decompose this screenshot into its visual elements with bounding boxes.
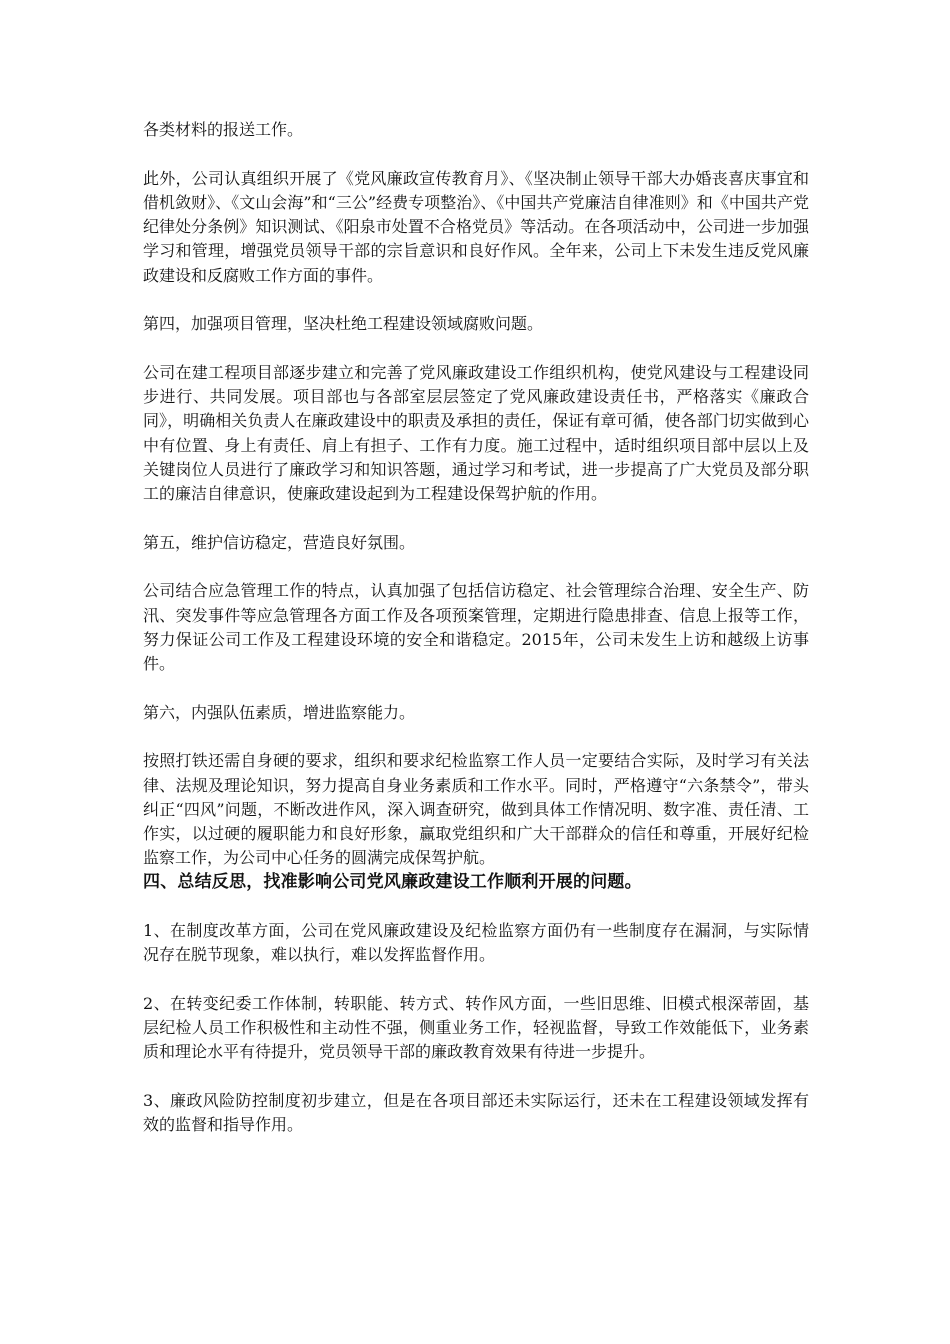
paragraph-point-five-title: 第五，维护信访稳定，营造良好氛围。 xyxy=(143,532,416,552)
document-page xyxy=(143,118,809,1137)
paragraph-issue-three: 3、廉政风险防控制度初步建立，但是在各项目部还未实际运行，还未在工程建设领域发挥有效的监督和指导作用。 xyxy=(143,1090,809,1135)
section-heading-four: 四、总结反思，找准影响公司党风廉政建设工作顺利开展的问题。 xyxy=(143,872,642,893)
paragraph-team-quality: 按照打铁还需自身硬的要求，组织和要求纪检监察工作人员一定要结合实际，及时学习有关法律、法规及理论知识，努力提高自身业务素质和工作水平。同时，严格遵守“六条禁令”，带头纠正“四风”问题，不断改进作风，深入调查研究，做到具体工作情况明、数字准、责任清、工作实，以过硬的履职能力和良好形象，赢取党组织和广大干部群众的信任和尊重，开展好纪检监察工作，为公司中心任务的圆满完成保驾护航。 xyxy=(143,751,809,868)
paragraph-project-management: 公司在建工程项目部逐步建立和完善了党风廉政建设工作组织机构，使党风建设与工程建设同步进行、共同发展。项目部也与各部室层层签定了党风廉政建设责任书，严格落实《廉政合同》，明确相关负责人在廉政建设中的职责及承担的责任，保证有章可循，使各部门切实做到心中有位置、身上有责任、肩上有担子、工作有力度。施工过程中，适时组织项目部中层以上及关键岗位人员进行了廉政学习和知识答题，通过学习和考试，进一步提高了广大党员及部分职工的廉洁自律意识，使廉政建设起到为工程建设保驾护航的作用。 xyxy=(143,362,809,503)
paragraph-petition-stability: 公司结合应急管理工作的特点，认真加强了包括信访稳定、社会管理综合治理、安全生产、防汛、突发事件等应急管理各方面工作及各项预案管理，定期进行隐患排查、信息上报等工作，努力保证公司工作及工程建设环境的安全和谐稳定。2015年，公司未发生上访和越级上访事件。 xyxy=(143,581,809,673)
paragraph-issue-two: 2、在转变纪委工作体制，转职能、转方式、转作风方面，一些旧思维、旧模式根深蒂固，基层纪检人员工作积极性和主动性不强，侧重业务工作，轻视监督，导致工作效能低下，业务素质和理论水平有待提升，党员领导干部的廉政教育效果有待进一步提升。 xyxy=(143,993,809,1062)
paragraph-point-four-title: 第四，加强项目管理，坚决杜绝工程建设领域腐败问题。 xyxy=(143,314,544,334)
paragraph-point-six-title: 第六，内强队伍素质，增进监察能力。 xyxy=(143,702,416,722)
paragraph-issue-one: 1、在制度改革方面，公司在党风廉政建设及纪检监察方面仍有一些制度存在漏洞，与实际情况存在脱节现象，难以执行，难以发挥监督作用。 xyxy=(143,920,809,965)
paragraph-materials-submission: 各类材料的报送工作。 xyxy=(143,120,304,139)
paragraph-activities: 此外，公司认真组织开展了《党风廉政宣传教育月》、《坚决制止领导干部大办婚丧喜庆事宜和借机敛财》、《文山会海”和“三公”经费专项整治》、《中国共产党廉洁自律准则》和《中国共产党纪律处分条例》知识测试、《阳泉市处置不合格党员》等活动。在各项活动中，公司进一步加强学习和管理，增强党员领导干部的宗旨意识和良好作风。全年来，公司上下未发生违反党风廉政建设和反腐败工作方面的事件。 xyxy=(143,168,809,285)
